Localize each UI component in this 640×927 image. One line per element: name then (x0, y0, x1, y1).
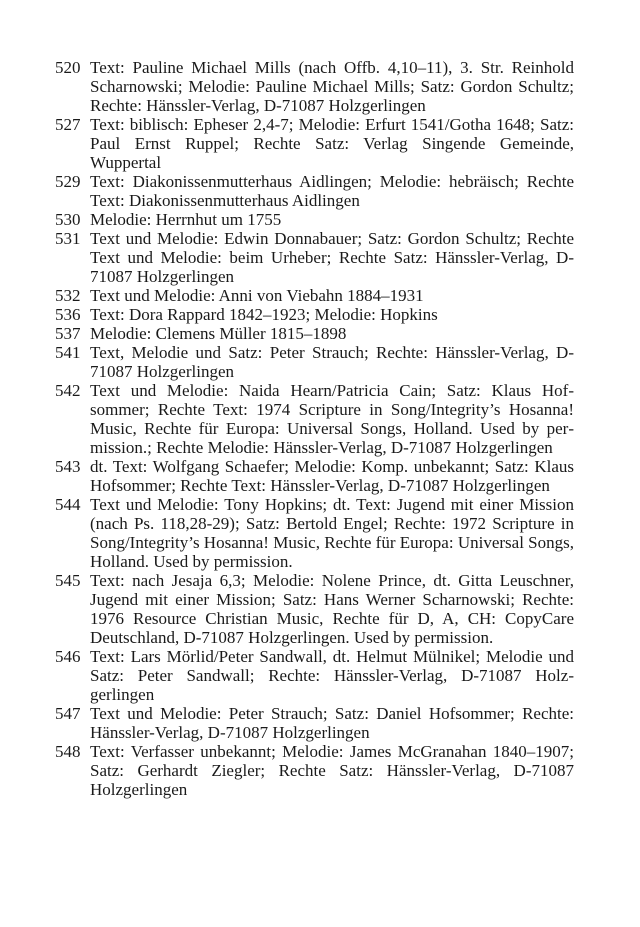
credit-entry (0, 381, 640, 457)
credit-entry (0, 742, 640, 799)
song-number: 545 (55, 571, 81, 590)
song-number: 546 (55, 647, 81, 666)
song-number: 543 (55, 457, 81, 476)
credit-entry (0, 305, 640, 324)
credit-entry (0, 172, 640, 210)
song-number: 537 (55, 324, 81, 343)
song-number: 531 (55, 229, 81, 248)
credit-entry (0, 704, 640, 742)
credits-list (0, 58, 640, 799)
credit-entry (0, 343, 640, 381)
song-number: 532 (55, 286, 81, 305)
credit-text: Text und Melodie: Edwin Donnabauer; Satz: Gordon Schultz; Rechte Text und Melodie: beim Urheber; Rechte Satz: Hänssler-Verlag, D-71087 Holzgerlingen (90, 229, 574, 286)
credit-entry (0, 647, 640, 704)
song-number: 541 (55, 343, 81, 362)
credit-text: Text: Diakonissenmutterhaus Aidlingen; Melodie: hebräisch; Rechte Text: Diakonissenmutterhaus Aidlingen (90, 172, 574, 210)
song-number: 536 (55, 305, 81, 324)
song-number: 530 (55, 210, 81, 229)
credit-text: Text und Melodie: Anni von Viebahn 1884–1931 (90, 286, 424, 305)
credit-text: Text und Melodie: Tony Hopkins; dt. Text: Jugend mit einer Mission (nach Ps. 118,28-29); Satz: Bertold Engel; Rechte: 1972 Scripture in Song/Integrity’s Hosanna! Music, Rechte für Europa: Universal Songs, Holland. Used by permission. (90, 495, 574, 571)
song-number: 542 (55, 381, 81, 400)
credit-text: Melodie: Clemens Müller 1815–1898 (90, 324, 347, 343)
credit-entry (0, 58, 640, 115)
credit-entry (0, 571, 640, 647)
song-number: 520 (55, 58, 81, 77)
credit-text: Text: biblisch: Epheser 2,4-7; Melodie: Erfurt 1541/Gotha 1648; Satz: Paul Ernst Ruppel; Rechte Satz: Verlag Singende Gemeinde, Wuppertal (90, 115, 574, 172)
song-number: 548 (55, 742, 81, 761)
credit-text: Text und Melodie: Peter Strauch; Satz: Daniel Hofsommer; Rechte: Hänssler-Verlag, D-71087 Holzgerlingen (90, 704, 574, 742)
credit-entry (0, 229, 640, 286)
credit-entry (0, 115, 640, 172)
credit-entry (0, 286, 640, 305)
credit-entry (0, 457, 640, 495)
song-number: 547 (55, 704, 81, 723)
song-number: 529 (55, 172, 81, 191)
credit-text: dt. Text: Wolfgang Schaefer; Melodie: Komp. unbekannt; Satz: Klaus Hofsommer; Rechte Text: Hänssler-Verlag, D-71087 Holzgerlingen (90, 457, 574, 495)
credit-text: Melodie: Herrnhut um 1755 (90, 210, 282, 229)
song-number: 544 (55, 495, 81, 514)
credit-entry (0, 324, 640, 343)
credit-text: Text: Lars Mörlid/Peter Sandwall, dt. Helmut Mülnikel; Melodie und Satz: Peter Sandwall; Rechte: Hänssler-Verlag, D-71087 Holzgerlingen (90, 647, 574, 704)
credit-text: Text: Pauline Michael Mills (nach Offb. 4,10–11), 3. Str. Reinhold Scharnowski; Melodie: Pauline Michael Mills; Satz: Gordon Schultz; Rechte: Hänssler-Verlag, D-71087 Holzgerlingen (90, 58, 574, 115)
credit-text: Text: Dora Rappard 1842–1923; Melodie: Hopkins (90, 305, 438, 324)
credit-entry (0, 210, 640, 229)
credit-text: Text und Melodie: Naida Hearn/Patricia Cain; Satz: Klaus Hofsommer; Rechte Text: 1974 Scripture in Song/Integrity’s Hosanna! Music, Rechte für Europa: Universal Songs, Holland. Used by permission.; Rechte Melodie: Hänssler-Verlag, D-71087 Holzgerlingen (90, 381, 574, 457)
song-number: 527 (55, 115, 81, 134)
credit-text: Text: Verfasser unbekannt; Melodie: James McGranahan 1840–1907; Satz: Gerhardt Ziegler; Rechte Satz: Hänssler-Verlag, D-71087 Holzgerlingen (90, 742, 574, 799)
credit-entry (0, 495, 640, 571)
credit-text: Text: nach Jesaja 6,3; Melodie: Nolene Prince, dt. Gitta Leuschner, Jugend mit einer Mission; Satz: Hans Werner Scharnowski; Rechte: 1976 Resource Christian Music, Rechte für D, A, CH: CopyCare Deutschland, D-71087 Holzgerlingen. Used by permission. (90, 571, 574, 647)
credit-text: Text, Melodie und Satz: Peter Strauch; Rechte: Hänssler-Verlag, D-71087 Holzgerlingen (90, 343, 574, 381)
